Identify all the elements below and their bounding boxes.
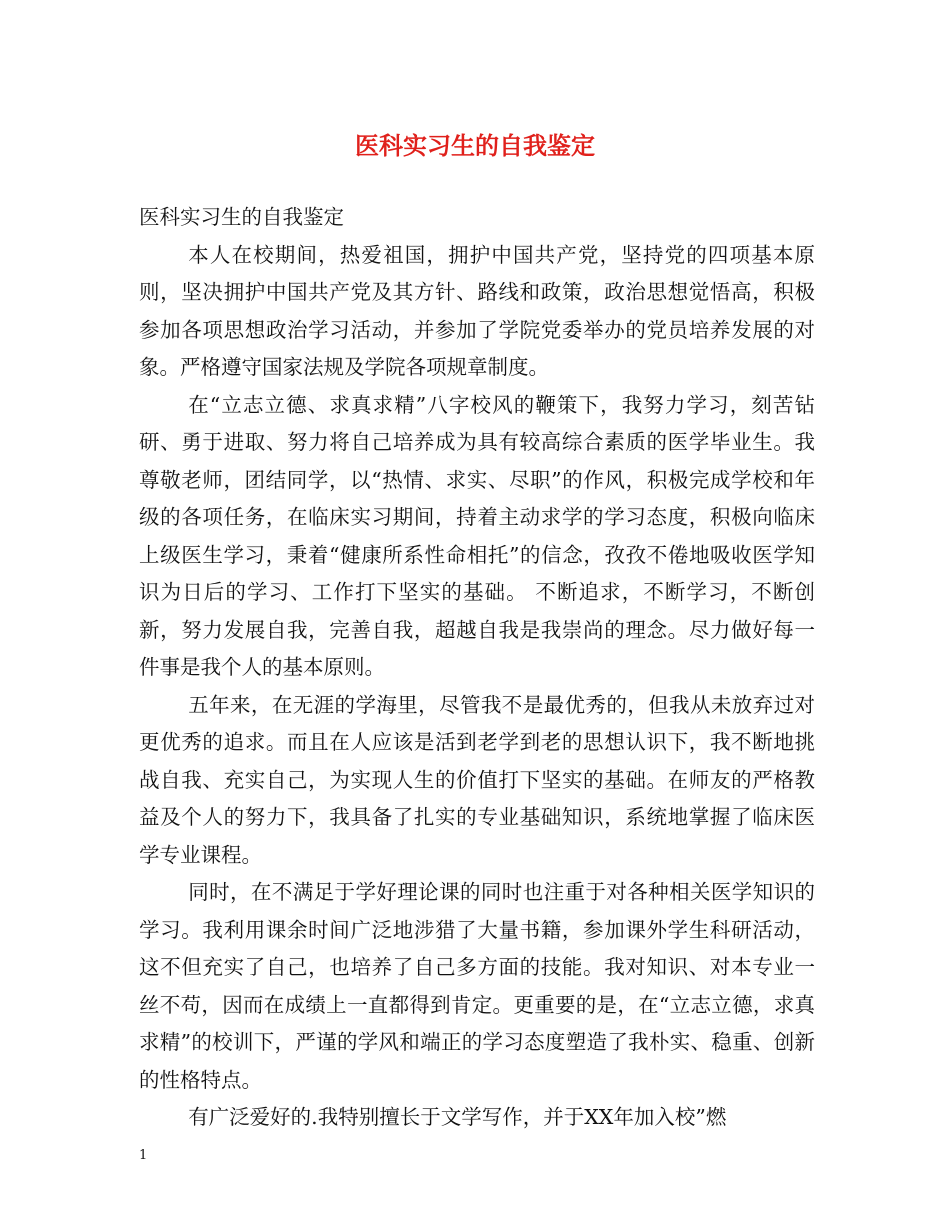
document-title: 医科实习生的自我鉴定	[355, 131, 595, 160]
paragraph-2: 在“立志立德、求真求精”八字校风的鞭策下，我努力学习，刻苦钻研、勇于进取、努力将自己培养成为具有较高综合素质的医学毕业生。我尊敬老师，团结同学，以“热情、求实、尽职”的作风，积极完成学校和年级的各项任务，在临床实习期间，持着主动求学的学习态度，积极向临床上级医生学习，秉着“健康所系性命相托”的信念，孜孜不倦地吸收医学知识为日后的学习、工作打下坚实的基础。 不断追求，不断学习，不断创新，努力发展自我，完善自我，超越自我是我崇尚的理念。尽力做好每一件事是我个人的基本原则。	[139, 392, 815, 679]
document-body	[139, 199, 815, 1137]
paragraph-1: 本人在校期间，热爱祖国，拥护中国共产党，坚持党的四项基本原则，坚决拥护中国共产党及其方针、路线和政策，政治思想觉悟高，积极参加各项思想政治学习活动，并参加了学院党委举办的党员培养发展的对象。严格遵守国家法规及学院各项规章制度。	[139, 242, 815, 379]
document-subtitle: 医科实习生的自我鉴定	[139, 205, 344, 229]
page-number: 1	[139, 1148, 148, 1163]
paragraph-3: 五年来，在无涯的学海里，尽管我不是最优秀的，但我从未放弃过对更优秀的追求。而且在人应该是活到老学到老的思想认识下，我不断地挑战自我、充实自己，为实现人生的价值打下坚实的基础。在师友的严格教益及个人的努力下，我具备了扎实的专业基础知识，系统地掌握了临床医学专业课程。	[139, 692, 815, 867]
paragraph-4: 同时，在不满足于学好理论课的同时也注重于对各种相关医学知识的学习。我利用课余时间广泛地涉猎了大量书籍，参加课外学生科研活动，这不但充实了自己，也培养了自己多方面的技能。我对知识、对本专业一丝不苟，因而在成绩上一直都得到肯定。更重要的是，在“立志立德，求真求精”的校训下，严谨的学风和端正的学习态度塑造了我朴实、稳重、创新的性格特点。	[139, 880, 815, 1092]
paragraph-5: 有广泛爱好的.我特别擅长于文学写作，并于XX年加入校”燃	[188, 1105, 727, 1129]
